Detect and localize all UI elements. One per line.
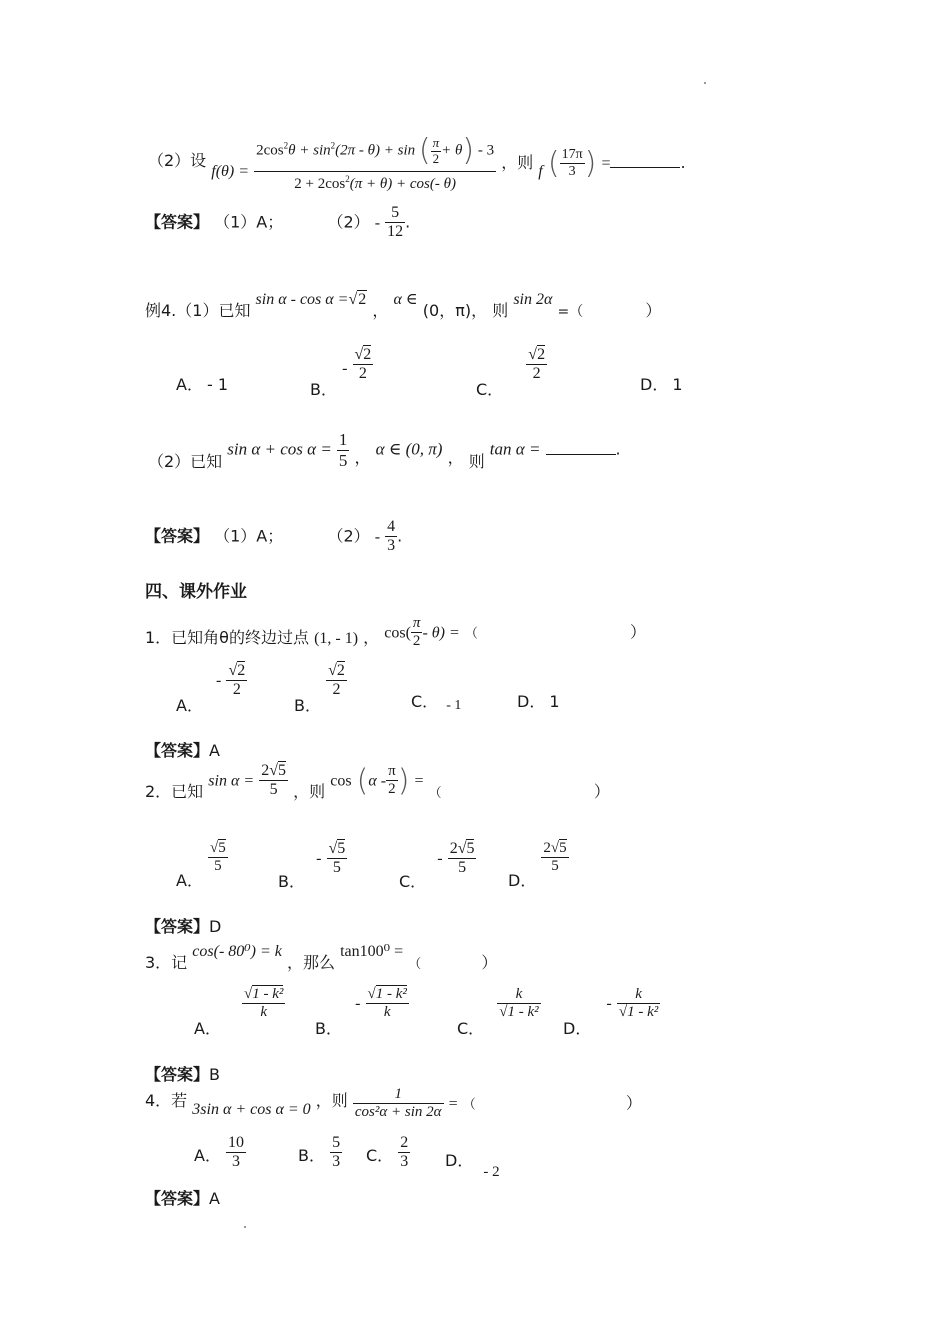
hw2-option-c[interactable]: C． - $\frac{2√5}{5}$ bbox=[399, 840, 475, 892]
hw4-option-d[interactable]: D．- 2 bbox=[445, 1151, 500, 1180]
ex4-option-b[interactable]: B． - $\frac{√2}{2}$ bbox=[310, 346, 372, 400]
hw3-option-a[interactable]: A． $\frac{\text{√1 - k²}}{k}$ bbox=[194, 986, 284, 1039]
hw2-option-b[interactable]: B． - $\frac{√5}{5}$ bbox=[278, 840, 346, 892]
hw4-answer: 【答案】A bbox=[145, 1189, 220, 1208]
hw1-option-b[interactable]: B． $\frac{√2}{2}$ bbox=[294, 662, 345, 716]
homework-2: 2．已知 sin α = $\frac{2√5}{5}$ ，则 cos (α - $\frac{\pi}{2}$ ) = $_($ ） bbox=[145, 762, 610, 802]
hw3-option-b[interactable]: B． - $\frac{\text{√1 - k²}}{k}$ bbox=[315, 986, 407, 1039]
hw4-option-a[interactable]: A． $\frac{10}{3}$ bbox=[194, 1134, 245, 1171]
problem-f-theta: （2）设 f(θ) = $2\cos^2\theta + \sin^2(2\pi - \theta) + \sin$ ( $\frac{\pi}{2}$ + θ) - 3 $2 + 2\cos^2(\pi + \theta) + \cos(-$ θ) ，则 f ( $\frac{17\pi}{3}$ ) = . bbox=[148, 133, 686, 192]
hw1-option-c[interactable]: C． - 1 bbox=[411, 692, 462, 713]
hw2-answer: 【答案】D bbox=[145, 917, 222, 936]
hw1-answer: 【答案】A bbox=[145, 741, 220, 760]
ex4-option-a[interactable]: A． - 1 bbox=[176, 375, 228, 394]
homework-4: 4．若 3sin α + cos α = 0 ，则 $\frac{1}{\text{cos²α + sin 2α}}$ = （ ） bbox=[145, 1086, 642, 1121]
f-theta-label: f(θ) = bbox=[211, 162, 250, 180]
answer-blank bbox=[610, 167, 680, 168]
hw3-option-d[interactable]: D． - $\frac{k}{\text{√1 - k²}}$ bbox=[563, 986, 659, 1039]
answer-label: 【答案】 bbox=[145, 212, 210, 232]
homework-1: 1．已知角θ的终边过点 (1, - 1) ， cos( $\frac{\pi}{2}$ - θ) = （ ） bbox=[145, 615, 647, 650]
then-text: ，则 bbox=[501, 152, 534, 172]
bottom-dot bbox=[244, 1226, 246, 1228]
answer-2: 【答案】 （1）A； （2） - $\frac{4}{3}$ . bbox=[145, 518, 403, 555]
answer-1: 【答案】 （1）A； （2） - $\frac{5}{12}$ . bbox=[145, 204, 411, 241]
hw1-option-a[interactable]: A． - $\frac{√2}{2}$ bbox=[176, 662, 246, 716]
f-theta-denominator: $2 + 2\cos^2(\pi + \theta) + \cos(-$ θ) bbox=[294, 173, 456, 192]
hw3-option-c[interactable]: C． $\frac{k}{\text{√1 - k²}}$ bbox=[457, 986, 539, 1039]
homework-3: 3．记 cos(- 80⁰) = k ，那么 tan100⁰ = $_($ ） bbox=[145, 943, 498, 972]
section-title: 四、课外作业 bbox=[145, 582, 247, 602]
f-theta-fraction bbox=[254, 134, 496, 193]
hw2-option-a[interactable]: A． $\frac{√5}{5}$ bbox=[176, 840, 226, 891]
answer-fraction: $\frac{5}{12}$ bbox=[387, 204, 404, 241]
problem-prefix: （2）设 bbox=[148, 150, 207, 170]
f-argument: $\frac{17\pi}{3}$ bbox=[561, 146, 583, 179]
hw4-option-c[interactable]: C． $\frac{2}{3}$ bbox=[366, 1134, 409, 1171]
example-4-part1: 例4.（1）已知 sin α - cos α =√2 ， α ∈ (0，π)， 则 sin 2α =（ ） bbox=[145, 291, 662, 320]
ex4-option-d[interactable]: D． 1 bbox=[640, 375, 683, 394]
hw1-option-d[interactable]: D． 1 bbox=[517, 692, 560, 711]
f-theta-numerator: $2\cos^2\theta + \sin^2(2\pi - \theta) + \sin$ ( $\frac{\pi}{2}$ + θ) - 3 bbox=[254, 134, 496, 172]
hw2-option-d[interactable]: D． $\frac{2√5}{5}$ bbox=[508, 840, 567, 891]
corner-dot bbox=[704, 82, 706, 84]
example-4-part2: （2）已知 sin α + cos α = $\frac{1}{5}$ ， α ∈ (0, π) ， 则 tan α = . bbox=[148, 430, 621, 471]
hw3-answer: 【答案】B bbox=[145, 1065, 220, 1084]
ex4-option-c[interactable]: C． $\frac{√2}{2}$ bbox=[476, 346, 546, 400]
hw4-option-b[interactable]: B． $\frac{5}{3}$ bbox=[298, 1134, 341, 1171]
